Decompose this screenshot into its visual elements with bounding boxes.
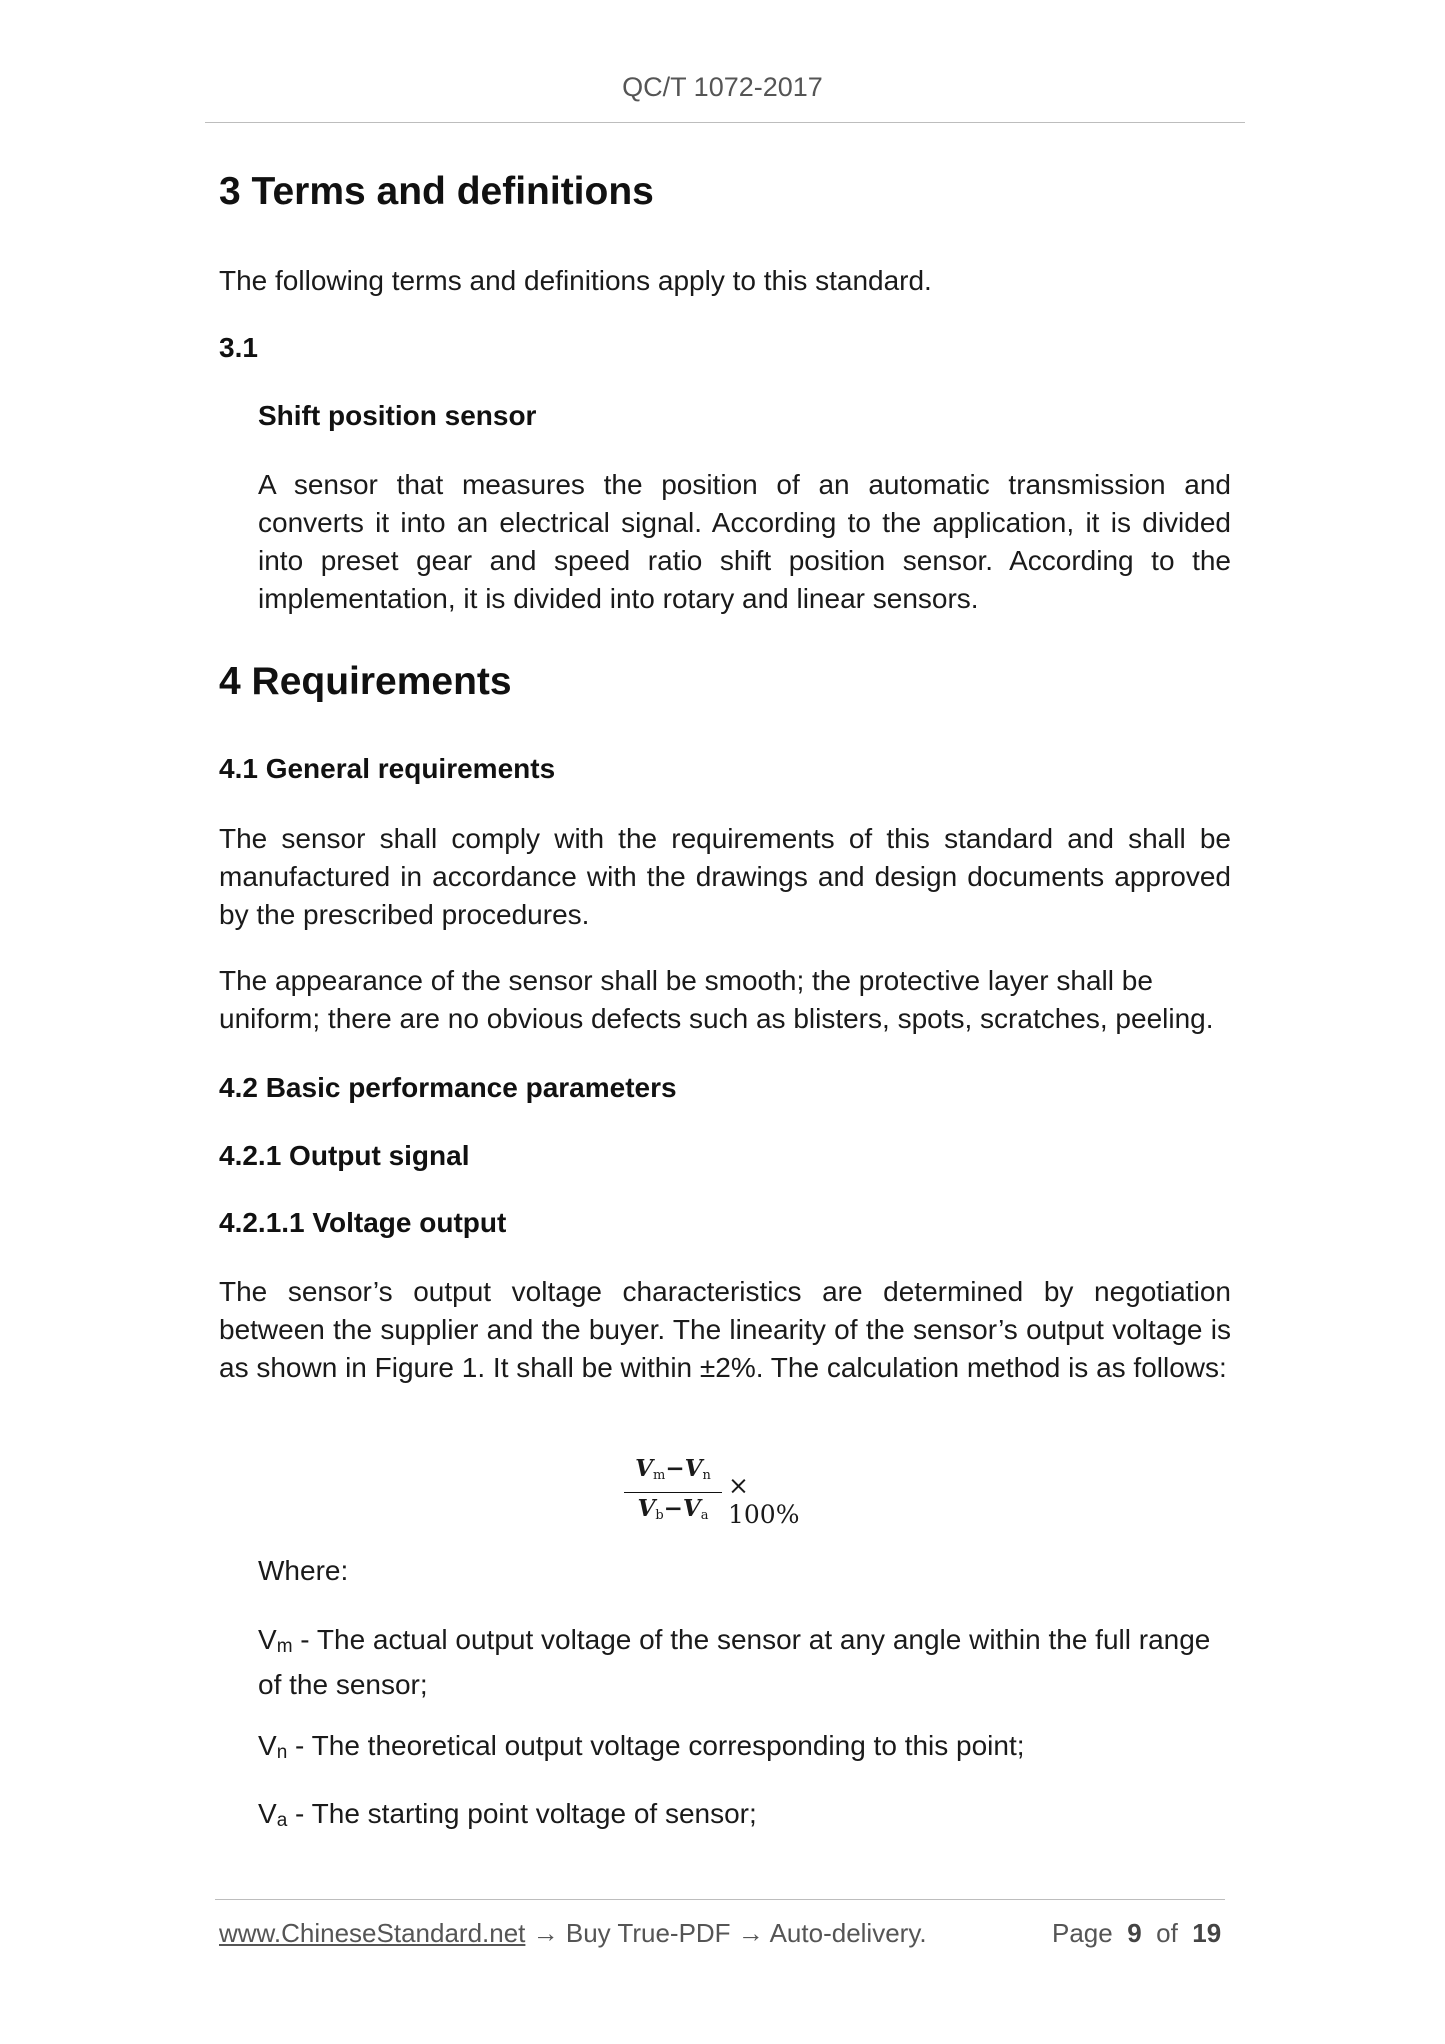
subsection-4-2-1-title: 4.2.1 Output signal <box>219 1140 470 1171</box>
footer-promo <box>219 1918 927 1949</box>
header-divider <box>205 122 1245 123</box>
formula-multiplier: × 100% <box>728 1471 800 1529</box>
buy-text: Buy True-PDF <box>565 1918 731 1948</box>
delivery-text: Auto-delivery. <box>769 1918 927 1948</box>
subsection-4-2-title: 4.2 Basic performance parameters <box>219 1072 677 1103</box>
total-pages: 19 <box>1192 1918 1222 1948</box>
formula-denominator: Vb−Va <box>637 1495 709 1523</box>
voltage-output-paragraph: The sensor’s output voltage characteristics are determined by negotiation between the supplier and the buyer. The linearity of the sensor’s output voltage is as shown in Figure 1. It shall be within ±2%. The calculation method is as follows: <box>219 1276 1231 1383</box>
term-number: 3.1 <box>219 332 258 363</box>
footer-divider <box>215 1899 1225 1900</box>
term-title: Shift position sensor <box>258 400 537 431</box>
section-4-heading: 4 Requirements <box>219 660 512 703</box>
section-3-intro: The following terms and definitions apply to this standard. <box>219 265 932 296</box>
subsection-4-1-paragraph-1: The sensor shall comply with the requirements of this standard and shall be manufactured in accordance with the drawings and design documents approved by the prescribed procedures. <box>219 823 1231 930</box>
arrow-icon: → <box>525 1918 566 1948</box>
section-3-heading: 3 Terms and definitions <box>219 170 654 213</box>
formula-fraction <box>624 1455 722 1530</box>
definition-vm: Vm - The actual output voltage of the sensor at any angle within the full range of the sensor; <box>258 1624 1211 1700</box>
document-id-header: QC/T 1072-2017 <box>622 72 823 102</box>
linearity-formula <box>624 1455 824 1529</box>
term-definition: A sensor that measures the position of an automatic transmission and converts it into an electrical signal. According to the application, it is divided into preset gear and speed ratio shift position sensor. According to the implementation, it is divided into rotary and linear sensors. <box>258 469 1231 614</box>
subsection-4-1-paragraph-2: The appearance of the sensor shall be smooth; the protective layer shall be uniform; there are no obvious defects such as blisters, spots, scratches, peeling. <box>219 965 1214 1034</box>
arrow-icon: → <box>730 1918 770 1948</box>
definition-vn: Vn - The theoretical output voltage corresponding to this point; <box>258 1730 1025 1763</box>
website-link[interactable]: www.ChineseStandard.net <box>219 1918 526 1948</box>
formula-numerator: Vm−Vn <box>635 1455 711 1483</box>
subsection-4-1-title: 4.1 General requirements <box>219 753 556 784</box>
page-indicator: Page 9 of 19 <box>1052 1918 1222 1948</box>
subsection-4-2-1-1-title: 4.2.1.1 Voltage output <box>219 1207 507 1238</box>
fraction-bar <box>624 1492 722 1493</box>
definition-va: Va - The starting point voltage of sensor; <box>258 1798 757 1831</box>
where-label: Where: <box>258 1555 349 1586</box>
current-page: 9 <box>1127 1918 1142 1948</box>
